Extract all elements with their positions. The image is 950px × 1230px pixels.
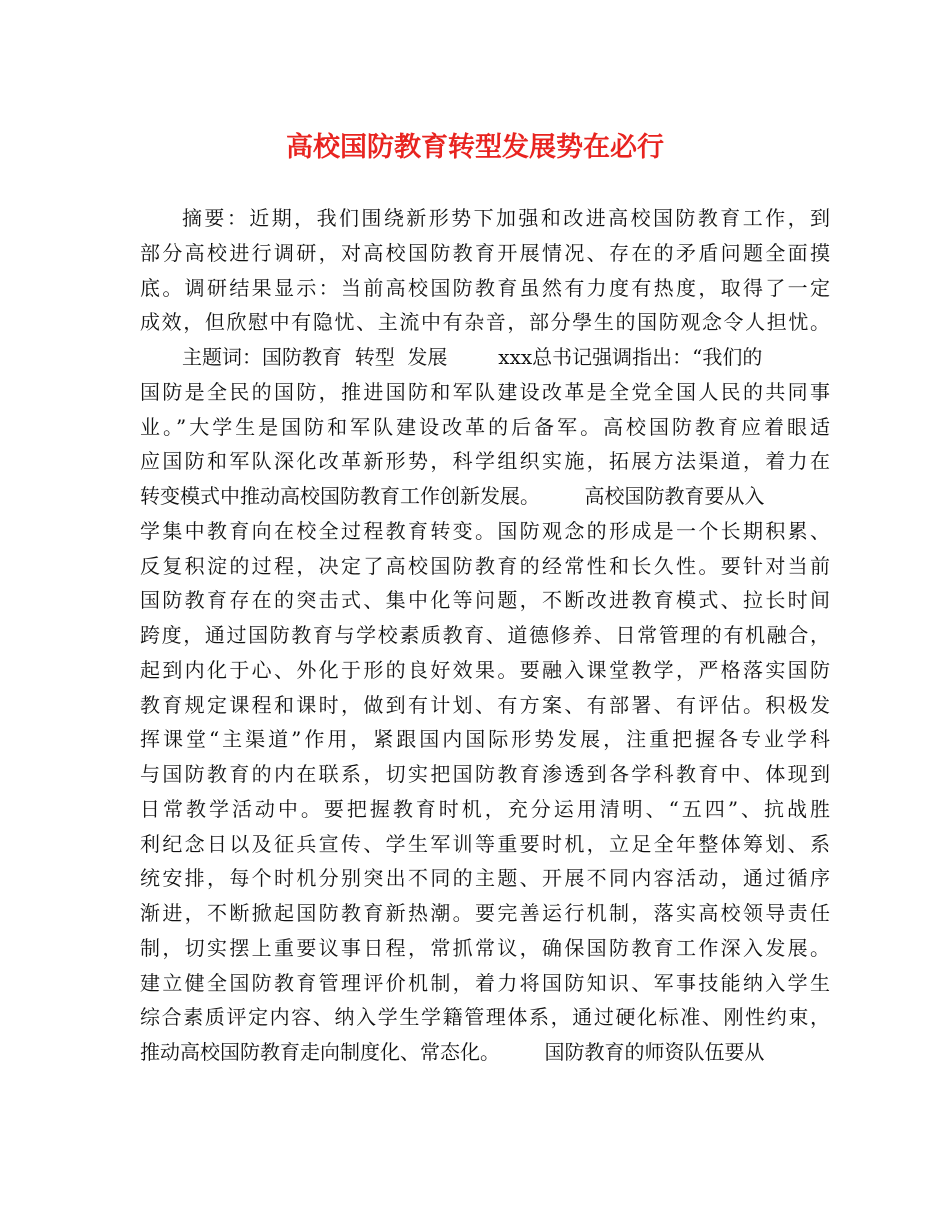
document-title: 高校国防教育转型发展势在必行 [286, 132, 664, 163]
text-line: 综合素质评定内容、纳入学生学籍管理体系，通过硬化标准、刚性约束， [140, 1005, 830, 1030]
text-line: 推动高校国防教育走向制度化、常态化。 国防教育的师资队伍要从 [140, 1040, 765, 1064]
text-line: 挥课堂“主渠道”作用，紧跟国内国际形势发展，注重把握各专业学科 [140, 727, 830, 752]
text-line: 业。”大学生是国防和军队建设改革的后备军。高校国防教育应着眼适 [140, 414, 830, 439]
text-line: 建立健全国防教育管理评价机制，着力将国防知识、军事技能纳入学生 [140, 970, 830, 995]
text-line: 与国防教育的内在联系，切实把国防教育渗透到各学科教育中、体现到 [140, 762, 830, 786]
text-line: 转变模式中推动高校国防教育工作创新发展。 高校国防教育要从入 [140, 484, 765, 508]
text-line: 渐进，不断掀起国防教育新热潮。要完善运行机制，落实高校领导责任 [140, 901, 830, 925]
text-line: 起到内化于心、外化于形的良好效果。要融入课堂教学，严格落实国防 [140, 657, 830, 682]
text-line: 反复积淀的过程，决定了高校国防教育的经常性和长久性。要针对当前 [140, 553, 830, 578]
text-line: 主题词：国防教育 转型 发展 xxx总书记强调指出：“我们的 [182, 345, 763, 369]
document-body [140, 201, 830, 1070]
text-line: 国防是全民的国防，推进国防和军队建设改革是全党全国人民的共同事 [140, 379, 830, 404]
text-line: 利纪念日以及征兵宣传、学生军训等重要时机，立足全年整体筹划、系 [140, 831, 830, 856]
text-line: 国防教育存在的突击式、集中化等问题，不断改进教育模式、拉长时间 [140, 588, 830, 613]
text-line: 跨度，通过国防教育与学校素质教育、道德修养、日常管理的有机融合， [140, 623, 830, 647]
text-line: 学集中教育向在校全过程教育转变。国防观念的形成是一个长期积累、 [140, 518, 830, 543]
text-line: 底。调研结果显示：当前高校国防教育虽然有力度有热度，取得了一定 [140, 275, 830, 300]
text-line: 摘要：近期，我们围绕新形势下加强和改进高校国防教育工作，到 [182, 206, 830, 230]
text-line: 应国防和军队深化改革新形势，科学组织实施，拓展方法渠道，着力在 [140, 449, 830, 474]
text-line: 部分高校进行调研，对高校国防教育开展情况、存在的矛盾问题全面摸 [140, 240, 830, 265]
text-line: 教育规定课程和课时，做到有计划、有方案、有部署、有评估。积极发 [140, 692, 830, 717]
text-line: 统安排，每个时机分别突出不同的主题、开展不同内容活动，通过循序 [140, 866, 830, 891]
text-line: 制，切实摆上重要议事日程，常抓常议，确保国防教育工作深入发展。 [140, 935, 830, 960]
text-line: 日常教学活动中。要把握教育时机，充分运用清明、“五四”、抗战胜 [140, 796, 830, 821]
text-line: 成效，但欣慰中有隐忧、主流中有杂音，部分學生的国防观念令人担忧。 [140, 310, 830, 335]
